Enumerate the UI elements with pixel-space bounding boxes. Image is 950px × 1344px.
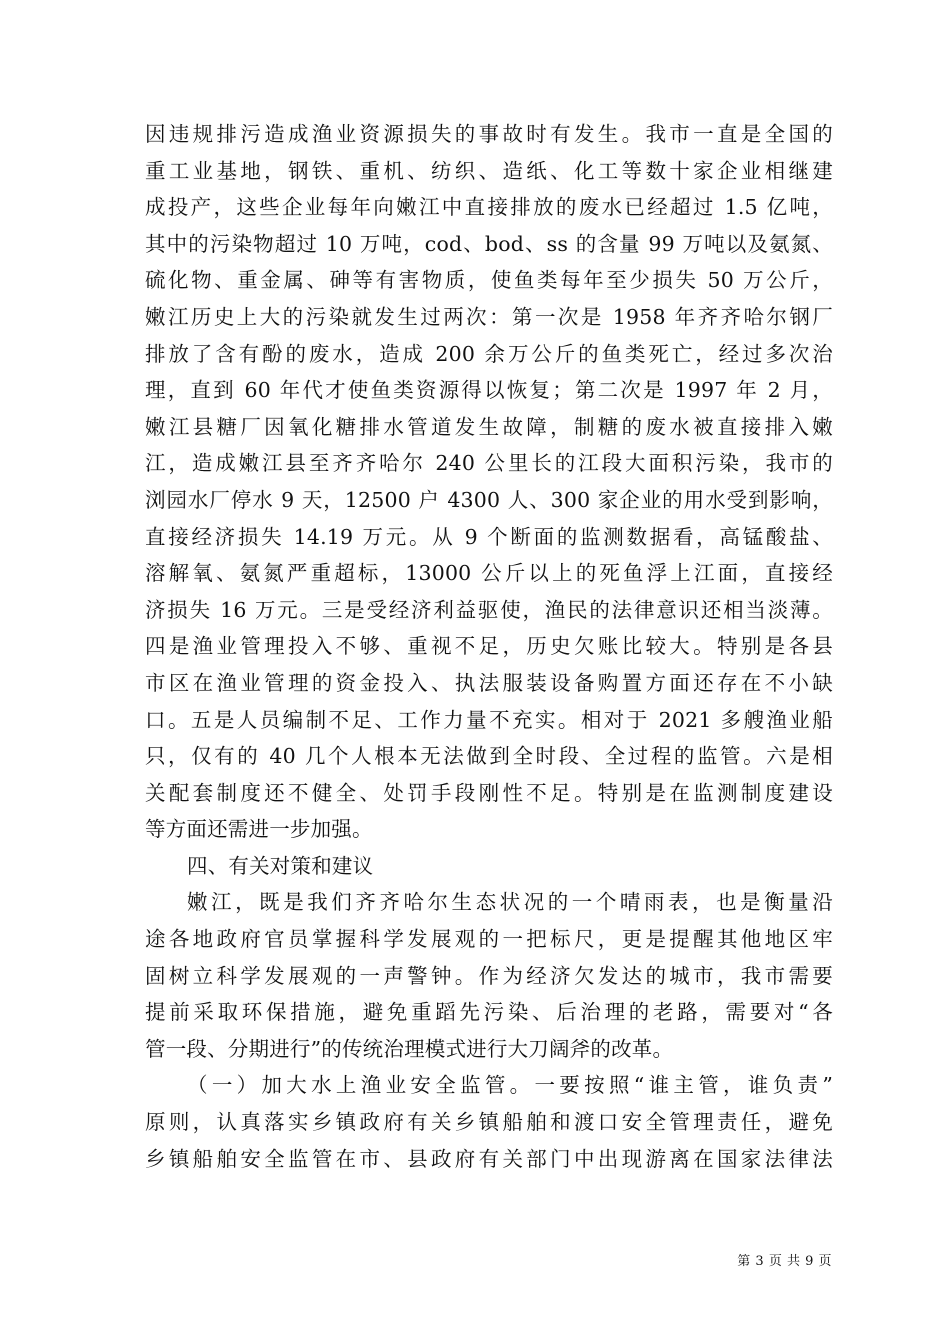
text-line: 嫩江县糖厂因氧化糖排水管道发生故障，制糖的废水被直接排入嫩	[145, 414, 833, 439]
text-line: （一）加大水上渔业安全监管。一要按照“谁主管，谁负责”	[187, 1073, 833, 1098]
text-line: 途各地政府官员掌握科学发展观的一把标尺，更是提醒其他地区牢	[145, 927, 833, 952]
text-line: 管一段、分期进行”的传统治理模式进行大刀阔斧的改革。	[145, 1036, 674, 1061]
text-line: 口。五是人员编制不足、工作力量不充实。相对于 2021 多艘渔业船	[145, 707, 833, 732]
text-line: 固树立科学发展观的一声警钟。作为经济欠发达的城市，我市需要	[145, 963, 833, 988]
paragraph	[145, 884, 833, 1067]
paragraph	[145, 116, 833, 848]
text-line: 其中的污染物超过 10 万吨，cod、bod、ss 的含量 99 万吨以及氨氮、	[145, 231, 833, 256]
text-line: 理，直到 60 年代才使鱼类资源得以恢复；第二次是 1997 年 2 月，	[145, 378, 833, 403]
section-heading	[145, 848, 833, 885]
text-line: 原则，认真落实乡镇政府有关乡镇船舶和渡口安全管理责任，避免	[145, 1110, 833, 1135]
page-number: 第 3 页 共 9 页	[737, 1254, 832, 1269]
text-line: 提前采取环保措施，避免重蹈先污染、后治理的老路，需要对“各	[145, 1000, 833, 1025]
text-line: 等方面还需进一步加强。	[145, 817, 373, 842]
text-line: 市区在渔业管理的资金投入、执法服装设备购置方面还存在不小缺	[145, 670, 833, 695]
text-line: 嫩江，既是我们齐齐哈尔生态状况的一个晴雨表，也是衡量沿	[187, 890, 833, 915]
paragraph	[145, 1067, 833, 1177]
text-line: 成投产，这些企业每年向嫩江中直接排放的废水已经超过 1.5 亿吨，	[145, 195, 833, 220]
text-line: 济损失 16 万元。三是受经济利益驱使，渔民的法律意识还相当淡薄。	[145, 597, 833, 622]
text-line: 乡镇船舶安全监管在市、县政府有关部门中出现游离在国家法律法	[145, 1146, 833, 1171]
text-line: 江，造成嫩江县至齐齐哈尔 240 公里长的江段大面积污染，我市的	[145, 451, 833, 476]
text-line: 四、有关对策和建议	[187, 853, 374, 878]
text-line: 嫩江历史上大的污染就发生过两次：第一次是 1958 年齐齐哈尔钢厂	[145, 304, 833, 329]
text-line: 浏园水厂停水 9 天，12500 户 4300 人、300 家企业的用水受到影响，	[145, 487, 833, 512]
text-line: 四是渔业管理投入不够、重视不足，历史欠账比较大。特别是各县	[145, 634, 833, 659]
text-line: 重工业基地，钢铁、重机、纺织、造纸、化工等数十家企业相继建	[145, 158, 833, 183]
text-line: 溶解氧、氨氮严重超标，13000 公斤以上的死鱼浮上江面，直接经	[145, 561, 833, 586]
text-line: 因违规排污造成渔业资源损失的事故时有发生。我市一直是全国的	[145, 122, 833, 146]
text-line: 关配套制度还不健全、处罚手段刚性不足。特别是在监测制度建设	[145, 780, 833, 805]
document-body	[145, 116, 833, 1177]
text-line: 排放了含有酚的废水，造成 200 余万公斤的鱼类死亡，经过多次治	[145, 341, 833, 366]
text-line: 直接经济损失 14.19 万元。从 9 个断面的监测数据看，高锰酸盐、	[145, 524, 833, 549]
text-line: 硫化物、重金属、砷等有害物质，使鱼类每年至少损失 50 万公斤，	[145, 268, 833, 293]
text-line: 只，仅有的 40 几个人根本无法做到全时段、全过程的监管。六是相	[145, 744, 833, 769]
